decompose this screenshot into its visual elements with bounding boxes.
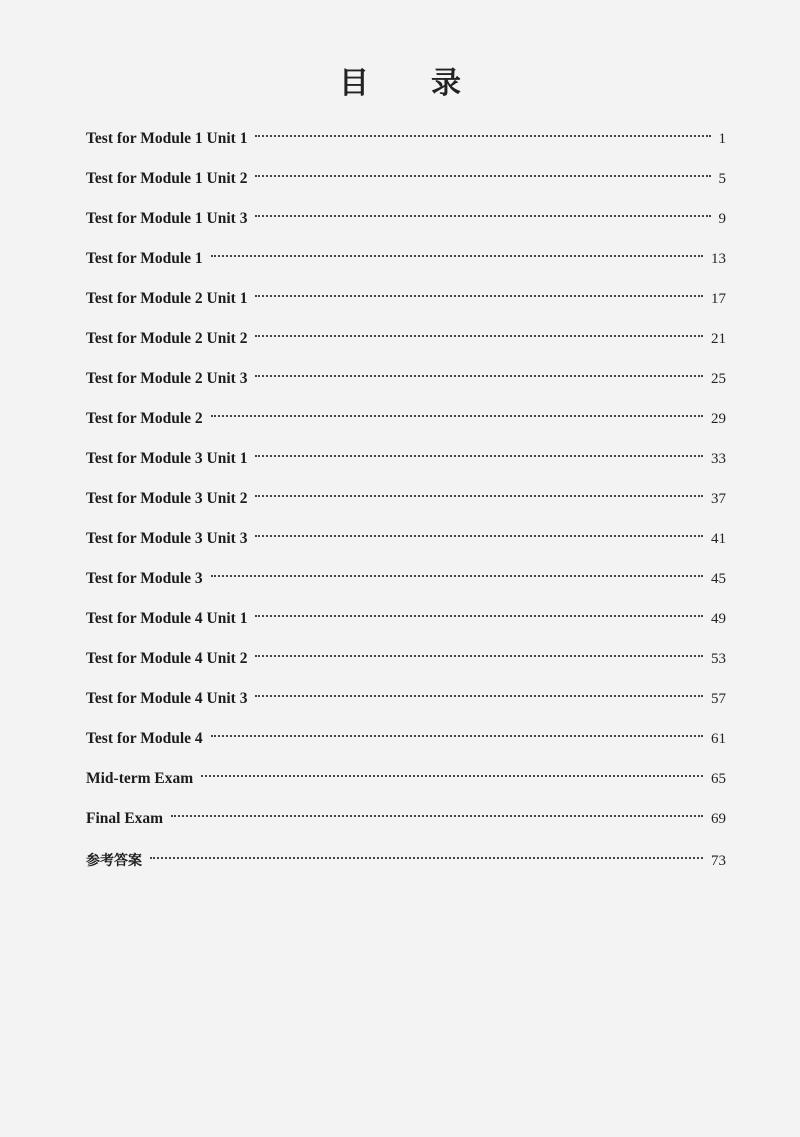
dot-leader — [255, 135, 710, 137]
page-title: 目录 — [339, 66, 523, 101]
toc-entry-page: 61 — [711, 731, 726, 747]
toc-entry — [86, 490, 726, 530]
toc-entry-label: Final Exam — [86, 810, 164, 827]
toc-entry — [86, 850, 726, 890]
toc-entry-label: Test for Module 1 Unit 1 — [86, 130, 248, 147]
toc-entry-page: 49 — [711, 611, 726, 627]
dot-leader — [255, 615, 703, 617]
toc-entry — [86, 130, 726, 170]
toc-entry-label: Test for Module 4 Unit 3 — [86, 690, 248, 707]
dot-leader — [255, 695, 703, 697]
toc-entry-page: 57 — [711, 691, 726, 707]
table-of-contents — [86, 130, 726, 890]
toc-entry-label: 参考答案 — [86, 853, 142, 869]
toc-entry-label: Test for Module 1 Unit 2 — [86, 170, 248, 187]
dot-leader — [255, 655, 703, 657]
toc-entry-page: 69 — [711, 811, 726, 827]
toc-entry — [86, 210, 726, 250]
toc-entry — [86, 610, 726, 650]
toc-entry-label: Test for Module 3 Unit 2 — [86, 490, 248, 507]
toc-entry-page: 29 — [711, 411, 726, 427]
toc-entry-page: 9 — [718, 211, 726, 227]
dot-leader — [171, 815, 703, 817]
dot-leader — [150, 857, 703, 859]
toc-entry — [86, 410, 726, 450]
toc-entry — [86, 770, 726, 810]
dot-leader — [201, 775, 703, 777]
toc-entry — [86, 530, 726, 570]
toc-entry — [86, 250, 726, 290]
toc-entry — [86, 570, 726, 610]
toc-entry-label: Test for Module 2 Unit 3 — [86, 370, 248, 387]
dot-leader — [255, 455, 703, 457]
toc-entry — [86, 290, 726, 330]
toc-entry-page: 37 — [711, 491, 726, 507]
toc-entry-page: 25 — [711, 371, 726, 387]
toc-entry-label: Test for Module 4 — [86, 730, 203, 747]
toc-entry-page: 33 — [711, 451, 726, 467]
dot-leader — [255, 215, 710, 217]
dot-leader — [211, 735, 703, 737]
toc-entry-page: 17 — [711, 291, 726, 307]
dot-leader — [255, 495, 703, 497]
toc-entry-label: Test for Module 2 — [86, 410, 203, 427]
toc-entry-page: 1 — [718, 131, 726, 147]
toc-entry — [86, 370, 726, 410]
toc-entry-label: Test for Module 1 Unit 3 — [86, 210, 248, 227]
dot-leader — [211, 415, 703, 417]
toc-entry-label: Test for Module 3 Unit 3 — [86, 530, 248, 547]
toc-entry-page: 45 — [711, 571, 726, 587]
toc-entry-label: Test for Module 4 Unit 1 — [86, 610, 248, 627]
dot-leader — [255, 335, 703, 337]
dot-leader — [255, 375, 703, 377]
toc-entry-label: Mid-term Exam — [86, 770, 194, 787]
dot-leader — [211, 255, 703, 257]
toc-entry — [86, 690, 726, 730]
toc-entry-label: Test for Module 1 — [86, 250, 203, 267]
toc-entry-page: 41 — [711, 531, 726, 547]
dot-leader — [255, 535, 703, 537]
toc-entry-page: 53 — [711, 651, 726, 667]
toc-entry-label: Test for Module 2 Unit 2 — [86, 330, 248, 347]
toc-entry-label: Test for Module 4 Unit 2 — [86, 650, 248, 667]
toc-entry — [86, 810, 726, 850]
toc-entry-label: Test for Module 3 — [86, 570, 203, 587]
toc-entry — [86, 170, 726, 210]
toc-entry-label: Test for Module 2 Unit 1 — [86, 290, 248, 307]
dot-leader — [211, 575, 703, 577]
toc-entry-page: 5 — [718, 171, 726, 187]
toc-entry — [86, 330, 726, 370]
dot-leader — [255, 295, 703, 297]
toc-entry-label: Test for Module 3 Unit 1 — [86, 450, 248, 467]
toc-entry — [86, 730, 726, 770]
toc-entry — [86, 650, 726, 690]
toc-entry-page: 13 — [711, 251, 726, 267]
toc-entry-page: 65 — [711, 771, 726, 787]
toc-entry — [86, 450, 726, 490]
toc-entry-page: 21 — [711, 331, 726, 347]
toc-entry-page: 73 — [711, 853, 726, 869]
dot-leader — [255, 175, 710, 177]
